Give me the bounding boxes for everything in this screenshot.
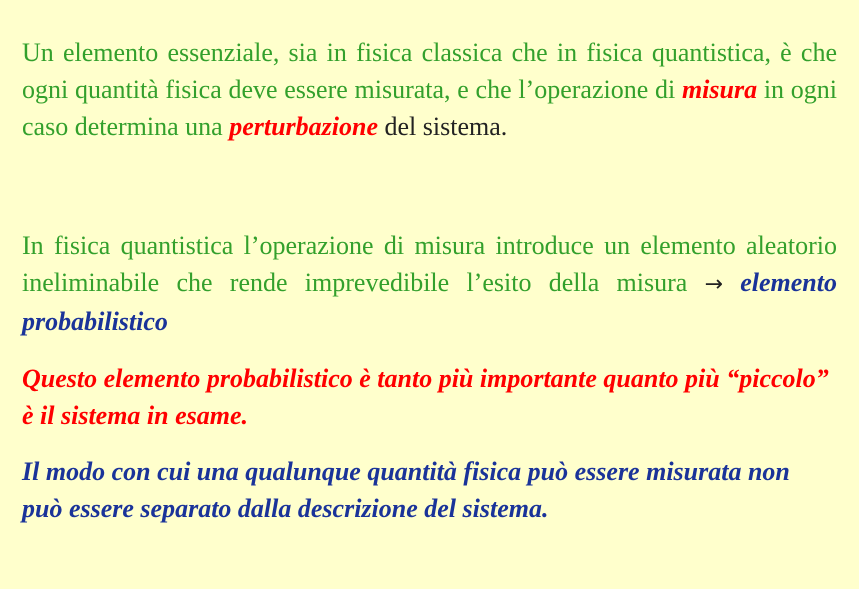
paragraph1-text-end: del sistema. (378, 112, 508, 141)
paragraph-quantum-randomness (22, 227, 837, 340)
paragraph1-text-start: Un elemento essenziale, sia in fisica classica che in fisica quantistica, è che ogni quantità fisica deve essere misurata, e che l’operazione di (22, 38, 837, 104)
misura-emphasis: misura (681, 75, 758, 104)
paragraph2-text: In fisica quantistica l’operazione di misura introduce un elemento aleatorio ineliminabile che rende imprevedibile l’esito della misura (22, 231, 837, 297)
paragraph-measurement-perturbation (22, 34, 837, 145)
paragraph3-text: Questo elemento probabilistico è tanto più importante quanto più “piccolo” è il sistema in esame. (22, 364, 829, 430)
right-arrow-icon: → (704, 272, 723, 297)
paragraph1-text-middle: in ogni caso determina una (22, 75, 837, 141)
paragraph-measurement-description (22, 453, 802, 527)
perturbazione-emphasis: perturbazione (229, 112, 378, 141)
probabilistic-element-emphasis: elemento probabilistico (22, 268, 837, 336)
paragraph-small-system-importance (22, 360, 837, 434)
paragraph4-text: Il modo con cui una qualunque quantità fisica può essere misurata non può essere separato dalla descrizione del sistema. (22, 457, 790, 523)
